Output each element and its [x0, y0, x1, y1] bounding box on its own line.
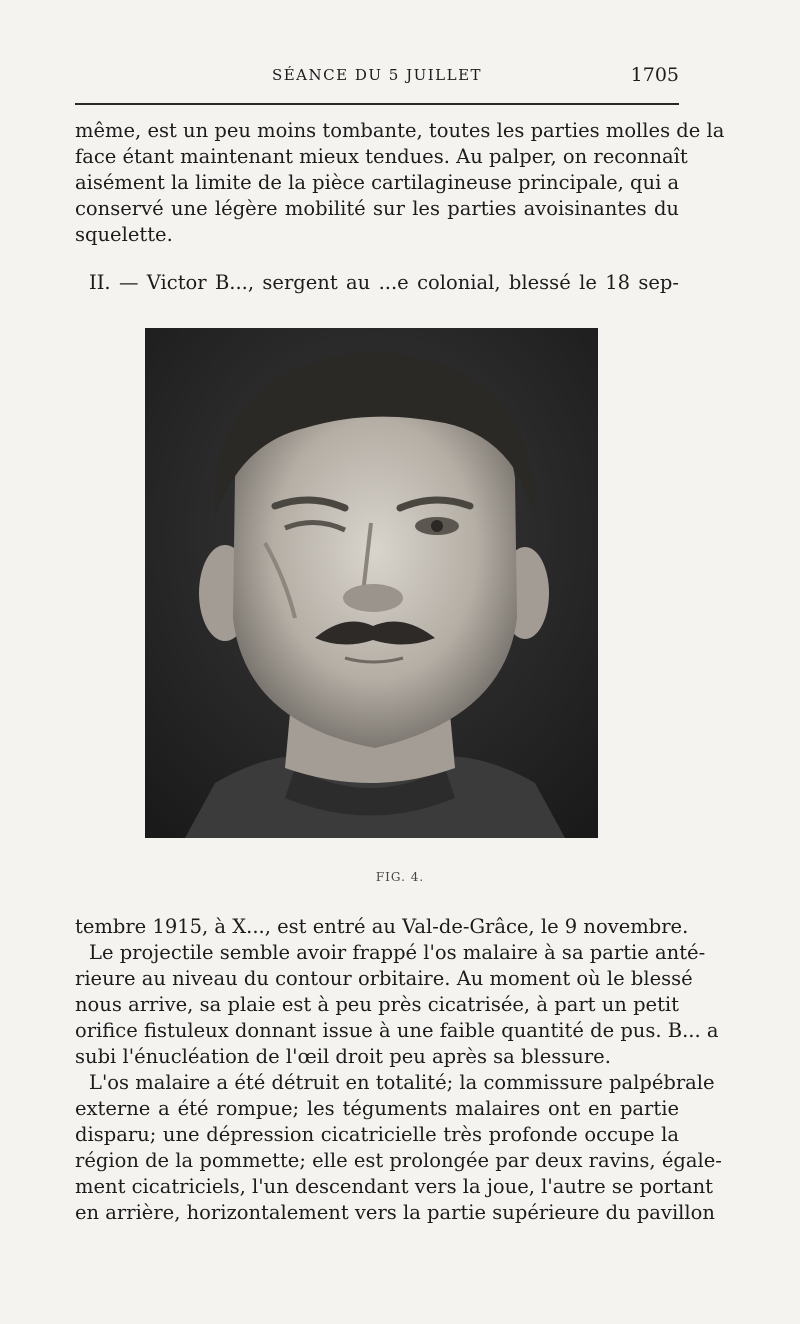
- text-line: région de la pommette; elle est prolongée par deux ravins, égale-: [75, 1149, 722, 1172]
- text-line: tembre 1915, à X..., est entré au Val-de-Grâce, le 9 novembre.: [75, 915, 689, 938]
- text-line: subi l'énucléation de l'œil droit peu après sa blessure.: [75, 1045, 611, 1068]
- text-line: externe a été rompue; les téguments malaires ont en partie: [75, 1097, 679, 1120]
- text-line: orifice fistuleux donnant issue à une faible quantité de pus. B... a: [75, 1019, 719, 1042]
- text-line: conservé une légère mobilité sur les parties avoisinantes du: [75, 197, 679, 220]
- text-line: nous arrive, sa plaie est à peu près cicatrisée, à part un petit: [75, 993, 679, 1016]
- text-line: Le projectile semble avoir frappé l'os malaire à sa partie anté-: [89, 941, 706, 964]
- running-head: [75, 64, 679, 90]
- page-number: 1705: [630, 64, 679, 86]
- figure-caption: FIG. 4.: [375, 870, 425, 884]
- text-line: disparu; une dépression cicatricielle très profonde occupe la: [75, 1123, 679, 1146]
- portrait-illustration: [145, 328, 598, 838]
- paragraph-continuation: [75, 118, 725, 248]
- case-paragraph: [75, 270, 679, 296]
- projectile-paragraph: [75, 940, 719, 1070]
- lesion-paragraph: [75, 1070, 722, 1226]
- text-line: face étant maintenant mieux tendues. Au palper, on reconnaît: [75, 145, 688, 168]
- running-head-title: SÉANCE DU 5 JUILLET: [271, 66, 483, 84]
- text-line: rieure au niveau du contour orbitaire. Au moment où le blessé: [75, 967, 693, 990]
- text-line: L'os malaire a été détruit en totalité; la commissure palpébrale: [89, 1071, 715, 1094]
- text-line: même, est un peu moins tombante, toutes les parties molles de la: [75, 119, 725, 142]
- paragraph-continuation-2: [75, 914, 689, 940]
- header-rule: [75, 103, 679, 105]
- text-line: ment cicatriciels, l'un descendant vers la joue, l'autre se portant: [75, 1175, 713, 1198]
- text-line: II. — Victor B..., sergent au ...e colonial, blessé le 18 sep-: [89, 271, 679, 294]
- text-line: en arrière, horizontalement vers la partie supérieure du pavillon: [75, 1201, 715, 1224]
- text-line: squelette.: [75, 223, 173, 246]
- text-line: aisément la limite de la pièce cartilagineuse principale, qui a: [75, 171, 680, 194]
- patient-photograph: [145, 328, 598, 838]
